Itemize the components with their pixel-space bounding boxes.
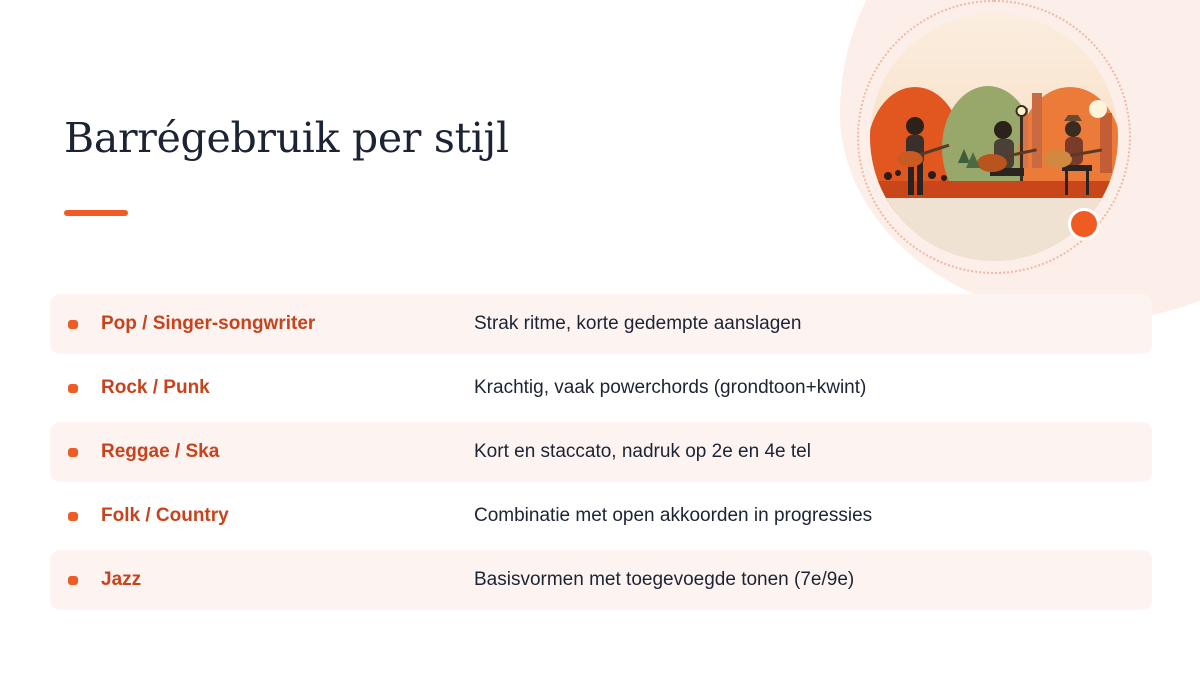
style-name: Reggae / Ska <box>101 441 220 462</box>
style-name: Jazz <box>101 569 142 590</box>
title-underline <box>64 210 128 216</box>
accent-dot <box>1071 211 1097 237</box>
bullet-icon <box>68 320 78 329</box>
style-name: Pop / Singer-songwriter <box>101 313 316 334</box>
style-name: Folk / Country <box>101 505 229 526</box>
style-description: Kort en staccato, nadruk op 2e en 4e tel <box>474 441 811 462</box>
slide-title: Barrégebruik per stijl <box>64 114 509 162</box>
style-description: Basisvormen met toegevoegde tonen (7e/9e) <box>474 569 855 590</box>
style-table <box>50 294 1152 614</box>
style-row-rock <box>50 358 1152 418</box>
style-row-pop <box>50 294 1152 354</box>
style-description: Strak ritme, korte gedempte aanslagen <box>474 313 802 334</box>
style-name: Rock / Punk <box>101 377 210 398</box>
bullet-icon <box>68 576 78 585</box>
style-row-reggae <box>50 422 1152 482</box>
style-description: Krachtig, vaak powerchords (grondtoon+kwint) <box>474 377 867 398</box>
bullet-icon <box>68 512 78 521</box>
style-description: Combinatie met open akkoorden in progressies <box>474 505 873 526</box>
style-row-folk <box>50 486 1152 546</box>
style-row-jazz <box>50 550 1152 610</box>
bullet-icon <box>68 448 78 457</box>
bullet-icon <box>68 384 78 393</box>
